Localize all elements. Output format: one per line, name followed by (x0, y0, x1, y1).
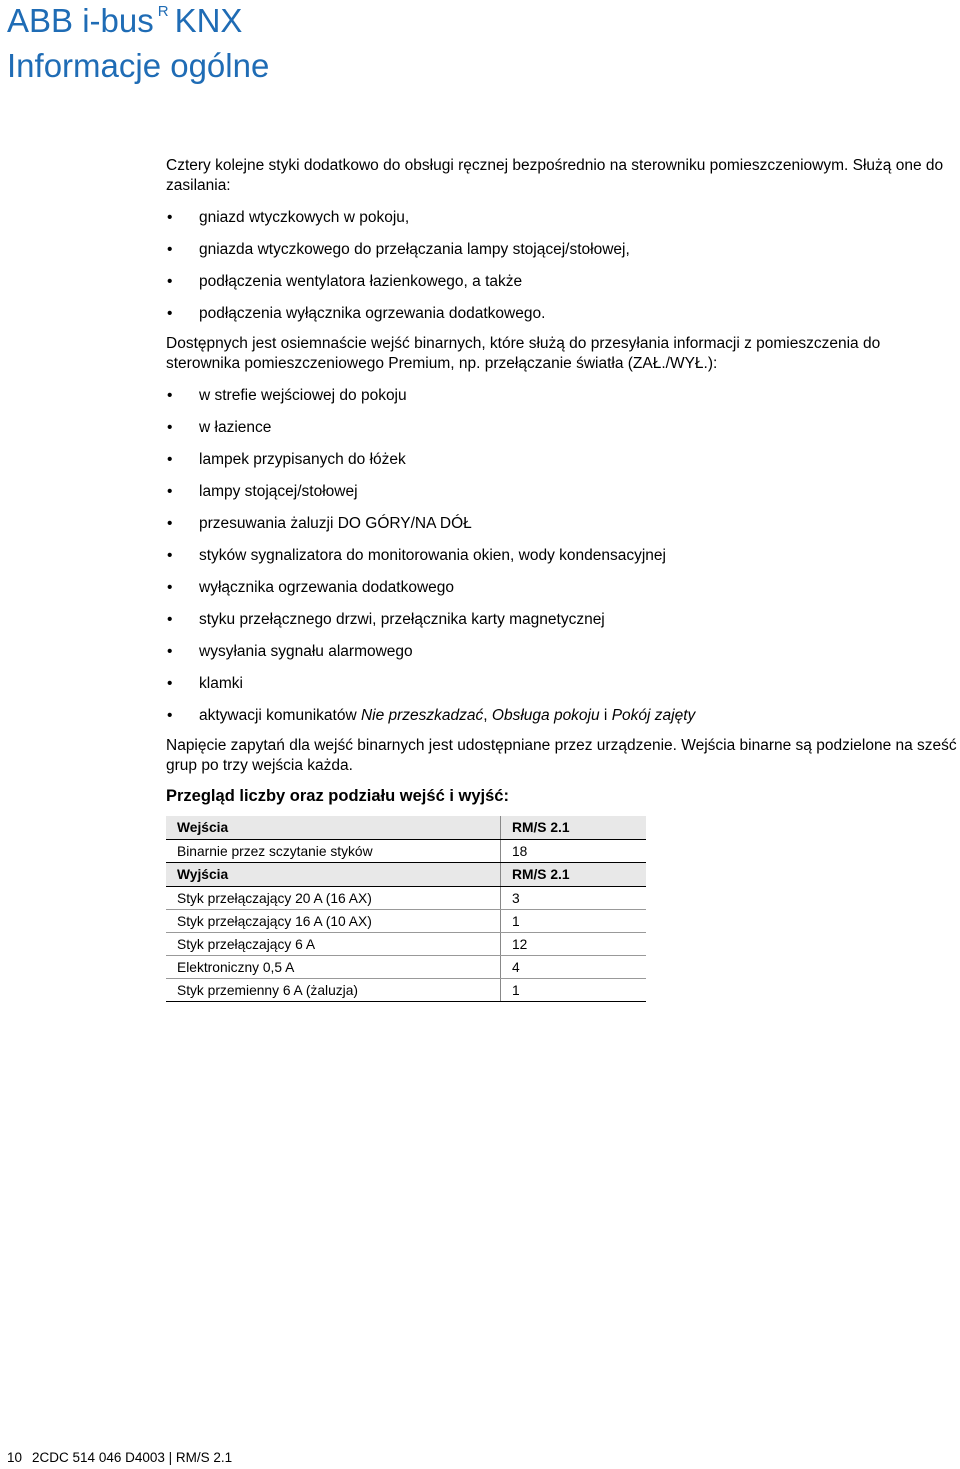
list-item-text: w łazience (199, 419, 272, 436)
bullet-icon: • (167, 209, 173, 226)
bullet-icon: • (167, 707, 173, 724)
list-item (166, 238, 958, 270)
table-cell: 18 (501, 840, 647, 863)
list-item (166, 270, 958, 302)
table-row (166, 910, 646, 933)
list-item (166, 576, 958, 608)
outputs-table (166, 863, 646, 1002)
list-item (166, 544, 958, 576)
table-row (166, 840, 646, 863)
list-item-text: podłączenia wyłącznika ogrzewania dodatkowego. (199, 305, 546, 322)
table-cell: Elektroniczny 0,5 A (166, 956, 501, 979)
table-cell: 4 (501, 956, 647, 979)
table-header-row (166, 816, 646, 840)
table-cell: 3 (501, 887, 647, 910)
bullet-icon: • (167, 451, 173, 468)
list-item (166, 302, 958, 334)
registered-mark: R (157, 3, 169, 20)
table-row (166, 933, 646, 956)
list-item-text: podłączenia wentylatora łazienkowego, a także (199, 273, 523, 290)
list-item (166, 640, 958, 672)
room-occupied-label: Pokój zajęty (611, 707, 696, 724)
table-header-row (166, 863, 646, 887)
list-item-text: przesuwania żaluzji DO GÓRY/NA DÓŁ (199, 515, 472, 532)
list-item-text: styków sygnalizatora do monitorowania okien, wody kondensacyjnej (199, 547, 666, 564)
list-item (166, 416, 958, 448)
column-header: Wejścia (166, 816, 501, 840)
bullet-icon: • (167, 547, 173, 564)
column-header: Wyjścia (166, 863, 501, 887)
room-service-label: Obsługa pokoju (491, 707, 600, 724)
section-heading: Przegląd liczby oraz podziału wejść i wyjść: (166, 787, 509, 805)
list-item (166, 384, 958, 416)
column-header: RM/S 2.1 (501, 816, 647, 840)
list-item (166, 608, 958, 640)
bullet-icon: • (167, 387, 173, 404)
title-suffix: KNX (174, 2, 243, 39)
table-cell: Binarnie przez sczytanie styków (166, 840, 501, 863)
table-cell: Styk przełączający 20 A (16 AX) (166, 887, 501, 910)
table-cell: 12 (501, 933, 647, 956)
list-item-text: gniazd wtyczkowych w pokoju, (199, 209, 410, 226)
inputs-table (166, 816, 646, 863)
bullet-icon: • (167, 643, 173, 660)
messages-prefix: aktywacji komunikatów (199, 707, 361, 724)
page-header (7, 2, 269, 85)
list-item-text: lampek przypisanych do łóżek (199, 451, 406, 468)
document-title (7, 2, 269, 47)
list-item (166, 512, 958, 544)
table-cell: Styk przełączający 6 A (166, 933, 501, 956)
table-cell: Styk przemienny 6 A (żaluzja) (166, 979, 501, 1002)
intro-paragraph: Cztery kolejne styki dodatkowo do obsługi ręcznej bezpośrednio na sterowniku pomieszczeniowym. Służą one do zasilania: (166, 157, 944, 194)
binary-inputs-paragraph: Dostępnych jest osiemnaście wejść binarnych, które służą do przesyłania informacji z pomieszczenia do sterownika pomieszczeniowego Premium, np. przełączanie światła (ZAŁ./WYŁ.): (166, 335, 881, 372)
list-item (166, 448, 958, 480)
table-cell: 1 (501, 910, 647, 933)
bullet-icon: • (167, 579, 173, 596)
page-footer (7, 1450, 242, 1465)
list-item (166, 206, 958, 238)
list-item-text: klamki (199, 675, 243, 692)
power-outlets-list (166, 206, 958, 334)
separator: i (599, 707, 612, 724)
list-item-text: lampy stojącej/stołowej (199, 483, 358, 500)
table-row (166, 887, 646, 910)
table-cell: 1 (501, 979, 647, 1002)
bullet-icon: • (167, 483, 173, 500)
list-item-text: w strefie wejściowej do pokoju (199, 387, 407, 404)
do-not-disturb-label: Nie przeszkadzać (360, 707, 484, 724)
bullet-icon: • (167, 675, 173, 692)
bullet-icon: • (167, 241, 173, 258)
bullet-icon: • (167, 515, 173, 532)
title-prefix: ABB i-bus (7, 2, 154, 39)
list-item-text: gniazda wtyczkowego do przełączania lampy stojącej/stołowej, (199, 241, 630, 258)
binary-inputs-list (166, 384, 958, 736)
bullet-icon: • (167, 305, 173, 322)
bullet-icon: • (167, 611, 173, 628)
list-item (166, 480, 958, 512)
list-item-text: styku przełącznego drzwi, przełącznika karty magnetycznej (199, 611, 605, 628)
table-cell: Styk przełączający 16 A (10 AX) (166, 910, 501, 933)
separator: , (483, 707, 492, 724)
document-code: 2CDC 514 046 D4003 | RM/S 2.1 (32, 1450, 233, 1465)
page-number: 10 (7, 1450, 23, 1465)
table-row (166, 979, 646, 1002)
column-header: RM/S 2.1 (501, 863, 647, 887)
list-item-text (199, 707, 695, 724)
body-content (166, 156, 958, 1002)
bullet-icon: • (167, 419, 173, 436)
list-item-text: wysyłania sygnału alarmowego (199, 643, 413, 660)
table-row (166, 956, 646, 979)
voltage-paragraph: Napięcie zapytań dla wejść binarnych jest udostępniane przez urządzenie. Wejścia binarne są podzielone na sześć grup po trzy wejścia każda. (166, 737, 957, 774)
list-item-text: wyłącznika ogrzewania dodatkowego (199, 579, 455, 596)
list-item (166, 672, 958, 704)
list-item (166, 704, 958, 736)
bullet-icon: • (167, 273, 173, 290)
document-subtitle: Informacje ogólne (7, 47, 270, 84)
